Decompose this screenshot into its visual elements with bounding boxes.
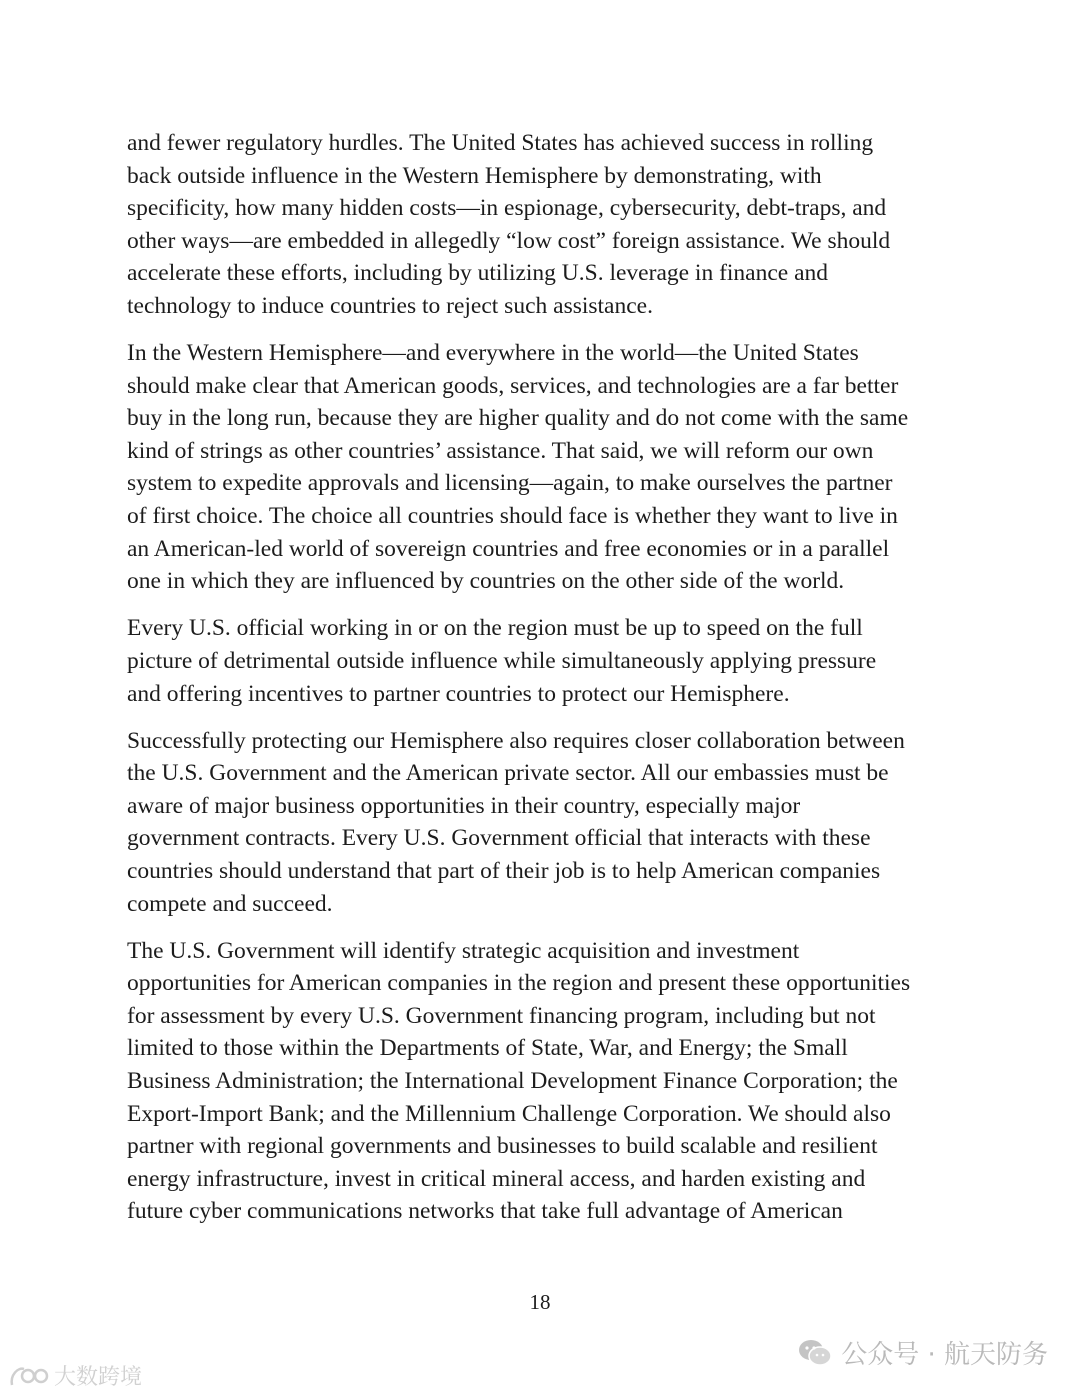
text-line: Business Administration; the International Development Finance Corporation; the xyxy=(127,1068,898,1095)
text-line: limited to those within the Departments of State, War, and Energy; the Small xyxy=(127,1035,848,1062)
text-line: and offering incentives to partner countries to protect our Hemisphere. xyxy=(127,680,790,707)
text-line: an American-led world of sovereign countries and free economies or in a parallel xyxy=(127,535,890,562)
text-line: technology to induce countries to reject such assistance. xyxy=(127,292,653,319)
text-line: picture of detrimental outside influence while simultaneously applying pressure xyxy=(127,647,877,674)
text-line: for assessment by every U.S. Government financing program, including but not xyxy=(127,1002,876,1029)
text-line: Successfully protecting our Hemisphere also requires closer collaboration between xyxy=(127,727,905,754)
text-line: In the Western Hemisphere—and everywhere in the world—the United States xyxy=(127,340,859,367)
brand-logo-icon xyxy=(8,1363,50,1389)
text-line: and fewer regulatory hurdles. The United States has achieved success in rolling xyxy=(127,130,874,156)
text-line: should make clear that American goods, services, and technologies are a far better xyxy=(127,372,899,399)
text-line: one in which they are influenced by countries on the other side of the world. xyxy=(127,568,845,595)
paragraph-2 xyxy=(127,337,959,598)
paragraph-1 xyxy=(127,127,959,323)
text-line: specificity, how many hidden costs—in espionage, cybersecurity, debt-traps, and xyxy=(127,195,887,222)
wechat-icon xyxy=(797,1337,833,1369)
text-line: the U.S. Government and the American private sector. All our embassies must be xyxy=(127,760,889,787)
text-line: Export-Import Bank; and the Millennium Challenge Corporation. We should also xyxy=(127,1100,891,1127)
watermark-wechat xyxy=(797,1334,1048,1371)
text-line: opportunities for American companies in the region and present these opportunities xyxy=(127,970,911,997)
text-line: back outside influence in the Western Hemisphere by demonstrating, with xyxy=(127,162,822,189)
watermark-brand-text: 大数跨境 xyxy=(54,1365,143,1390)
watermark-brand xyxy=(8,1360,142,1391)
text-line: system to expedite approvals and licensing—again, to make ourselves the partner xyxy=(127,470,893,497)
page-number: 18 xyxy=(529,1290,551,1314)
text-line: government contracts. Every U.S. Government official that interacts with these xyxy=(127,825,871,852)
paragraph-4 xyxy=(127,725,959,921)
text-line: The U.S. Government will identify strategic acquisition and investment xyxy=(127,937,800,964)
paragraph-5 xyxy=(127,935,959,1228)
text-line: energy infrastructure, invest in critical mineral access, and harden existing and xyxy=(127,1165,866,1192)
text-line: partner with regional governments and businesses to build scalable and resilient xyxy=(127,1133,878,1160)
text-line: future cyber communications networks that take full advantage of American xyxy=(127,1198,843,1225)
text-line: Every U.S. official working in or on the region must be up to speed on the full xyxy=(127,615,863,642)
paragraph-3 xyxy=(127,612,959,710)
text-line: accelerate these efforts, including by utilizing U.S. leverage in finance and xyxy=(127,260,829,287)
document-body xyxy=(127,127,959,1243)
watermark-wechat-text: 公众号 · 航天防务 xyxy=(841,1340,1048,1370)
text-line: kind of strings as other countries’ assistance. That said, we will reform our own xyxy=(127,437,874,464)
text-line: other ways—are embedded in allegedly “low cost” foreign assistance. We should xyxy=(127,227,891,254)
text-line: of first choice. The choice all countries should face is whether they want to live in xyxy=(127,503,898,530)
text-line: countries should understand that part of their job is to help American companies xyxy=(127,857,881,884)
text-line: compete and succeed. xyxy=(127,890,333,917)
text-line: aware of major business opportunities in their country, especially major xyxy=(127,792,801,819)
text-line: buy in the long run, because they are higher quality and do not come with the same xyxy=(127,405,909,432)
